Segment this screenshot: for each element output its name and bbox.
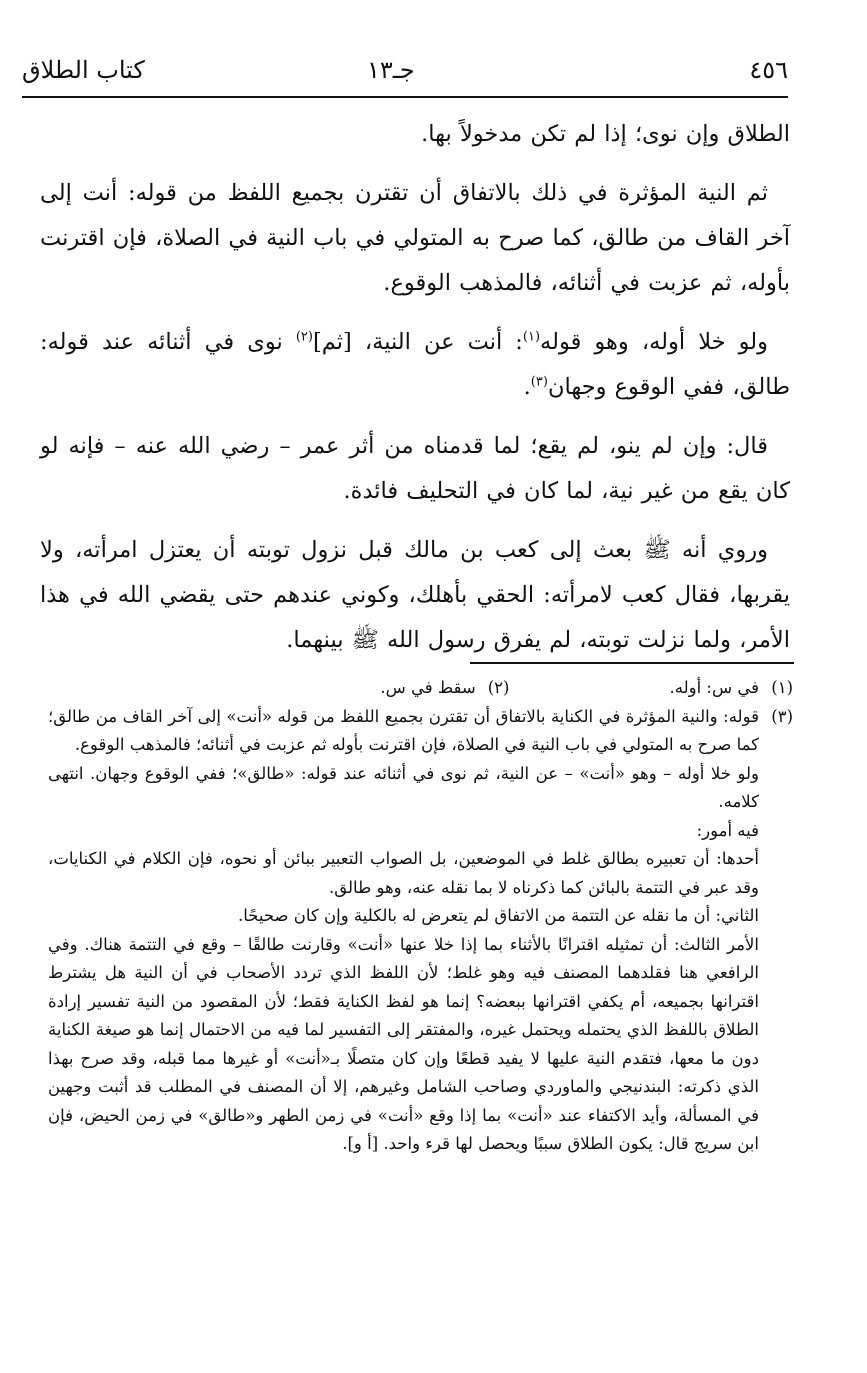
header-rule: [22, 96, 788, 98]
footnote-text: سقط في س.: [380, 678, 476, 697]
main-text: [40, 112, 790, 677]
text-run: .: [523, 374, 531, 400]
volume-number: جـ١٣: [367, 56, 415, 84]
footnote-separator: [470, 662, 794, 664]
footnote-number: (٣): [771, 706, 793, 726]
footnote-paragraph: ولو خلا أوله – وهو «أنت» – عن النية، ثم نوى في أثنائه عند قوله: «طالق»؛ ففي الوقوع وجهان. انتهى كلامه.: [48, 763, 759, 811]
page-number: ٤٥٦: [749, 56, 788, 84]
footnote-number: (١): [771, 678, 793, 697]
paragraph: وروي أنه ﷺ بعث إلى كعب بن مالك قبل نزول توبته أن يعتزل امرأته، ولا يقربها، فقال كعب لامرأته: الحقي بأهلك، وكوني عندهم حتى يقضي الله في هذا الأمر، ولما نزلت توبته، لم يفرق رسول الله ﷺ بينهما.: [40, 537, 790, 653]
footnotes: [48, 674, 793, 1159]
footnote-paragraph: الأمر الثالث: أن تمثيله اقترانًا بالأثناء بما إذا خلا عنها «أنت» وقارنت طالقًا – وقع في التتمة هناك. وفي الرافعي هنا فقلدهما المصنف فيه وهو غلط؛ لأن اللفظ الذي تردد الأصحاب في أن النية هل يشترط اقترانها بجميعه، أم يكفي اقترانها ببعضه؟ إنما هو لفظ الكناية فقط؛ لأن المقصود من النية تفسير إرادة الطلاق باللفظ الذي يحتمله ويحتمل غيره، والمفتقر إلى التفسير لما فيه من الاحتمال إنما هو صيغة الكناية دون ما معها، فتقدم النية عليها لا يفيد قطعًا وإن كان متصلًا بـ«أنت» أو غيرها مما قبله، وقد صرح بهذا الذي ذكرته: البندنيجي والماوردي وصاحب الشامل وغيرهم، إلا أن المصنف في المطلب قد أثبت وجهين في المسألة، وأيد الاكتفاء عند «أنت» بما إذا وقع «أنت» في زمن الطهر و«طالق» في زمن الحيض، فإن ابن سريج قال: يكون الطلاق سببًا ويحصل لها قرء واحد. [أ و].: [48, 934, 759, 1153]
footnote-paragraph: قوله: والنية المؤثرة في الكناية بالاتفاق أن تقترن بجميع اللفظ من قوله «أنت» إلى آخر القاف من طالق؛ كما صرح به المتولي في باب النية في الصلاة، فإن اقترنت بأوله ثم عزبت في أثنائه؛ فالمذهب الوقوع.: [48, 706, 759, 754]
footnote-ref: (٣): [530, 374, 548, 390]
footnote-row: [48, 703, 793, 1159]
footnote-row: [48, 674, 793, 703]
text-run: : أنت عن النية، [ثم]: [312, 329, 523, 355]
footnote-ref: (٢): [295, 329, 313, 345]
footnote-pair: [380, 674, 509, 703]
footnote-text: في س: أوله.: [669, 678, 759, 697]
paragraph: قال: وإن لم ينو، لم يقع؛ لما قدمناه من أثر عمر – رضي الله عنه – فإنه لو كان يقع من غير نية، لما كان في التحليف فائدة.: [40, 433, 790, 504]
footnote-paragraph: أحدها: أن تعبيره بطالق غلط في الموضعين، بل الصواب التعبير ببائن أو نحوه، فإن الكلام في الكنايات، وقد عبر في التتمة بالبائن كما ذكرناه لا بما نقله عنه، وهو طالق.: [48, 849, 759, 897]
text-run: طالق، ففي الوقوع وجهان: [547, 374, 790, 400]
footnote-paragraph: فيه أمور:: [696, 820, 759, 840]
paragraph: [40, 320, 790, 410]
footnote-paragraph: الثاني: أن ما نقله عن التتمة من الاتفاق لم يتعرض له بالكلية وإن كان صحيحًا.: [237, 906, 759, 925]
text-run: ولو خلا أوله، وهو قوله: [540, 329, 769, 355]
footnote-number: (٢): [487, 678, 510, 697]
page-header: [22, 52, 788, 98]
paragraph: الطلاق وإن نوى؛ إذا لم تكن مدخولاً بها.: [421, 121, 790, 147]
text-run: نوى في أثنائه عند قوله:: [40, 329, 296, 355]
book-title: كتاب الطلاق: [22, 56, 145, 84]
footnote-body: [48, 703, 759, 1159]
footnote-ref: (١): [522, 329, 541, 345]
paragraph: ثم النية المؤثرة في ذلك بالاتفاق أن تقترن بجميع اللفظ من قوله: أنت إلى آخر القاف من طالق، كما صرح به المتولي في باب النية في الصلاة، فإن اقترنت بأوله، ثم عزبت في أثنائه، فالمذهب الوقوع.: [40, 180, 790, 296]
